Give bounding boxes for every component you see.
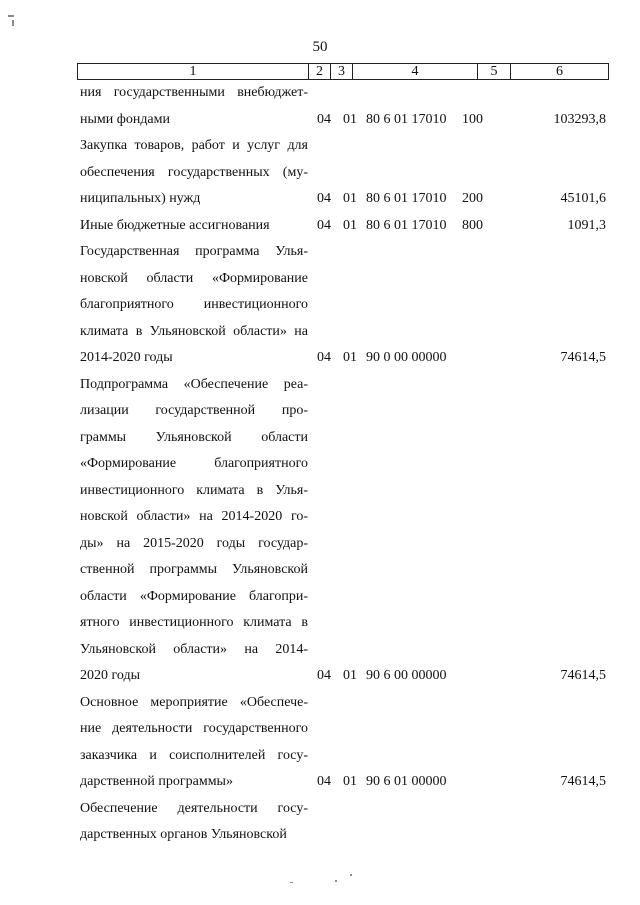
column-header-3: 3 bbox=[331, 64, 353, 80]
table-row bbox=[0, 213, 640, 240]
page-number: 50 bbox=[312, 39, 328, 55]
row-description-line: Подпрограмма «Обеспечение реа- bbox=[80, 376, 308, 392]
row-description-line: 2020 годы bbox=[80, 668, 141, 683]
row-description-line: обеспечения государственных (му- bbox=[80, 164, 308, 180]
amount: 74614,5 bbox=[560, 668, 606, 683]
row-description-line: граммы Ульяновской области bbox=[80, 429, 308, 445]
scan-mark bbox=[12, 20, 14, 26]
row-description-line: инвестиционного климата в Улья- bbox=[80, 482, 308, 498]
row-description bbox=[80, 372, 308, 690]
row-description bbox=[80, 80, 308, 133]
target-article-code: 90 6 00 00000 bbox=[366, 668, 447, 683]
row-description-line: ние деятельности государственного bbox=[80, 721, 308, 736]
subsection-code: 01 bbox=[343, 191, 357, 206]
amount: 103293,8 bbox=[553, 111, 606, 127]
column-header-6: 6 bbox=[511, 64, 609, 80]
row-description-line: заказчика и соисполнителей госу- bbox=[80, 747, 308, 763]
row-description-line: Государственная программа Улья- bbox=[80, 244, 308, 259]
row-description-line: Обеспечение деятельности госу- bbox=[80, 800, 308, 816]
section-code: 04 bbox=[317, 668, 331, 683]
column-header-2: 2 bbox=[309, 64, 331, 80]
expense-type-code: 800 bbox=[462, 217, 483, 233]
row-description-line: 2014-2020 годы bbox=[80, 350, 173, 365]
section-code: 04 bbox=[317, 350, 331, 365]
column-header-4: 4 bbox=[353, 64, 478, 80]
scan-mark bbox=[350, 874, 352, 876]
row-description-line: Основное мероприятие «Обеспече- bbox=[80, 694, 308, 710]
column-header-row bbox=[78, 64, 609, 80]
row-description-line: ственной программы Ульяновской bbox=[80, 562, 308, 577]
scan-mark bbox=[8, 15, 14, 17]
amount: 74614,5 bbox=[560, 774, 606, 789]
row-description-line: ния государственными внебюджет- bbox=[80, 85, 308, 100]
row-description-line: ды» на 2015-2020 годы государ- bbox=[80, 535, 308, 551]
expense-type-code: 100 bbox=[462, 111, 483, 127]
scan-mark bbox=[290, 882, 293, 883]
table-row bbox=[0, 372, 640, 690]
table-row bbox=[0, 690, 640, 796]
row-description bbox=[80, 690, 308, 796]
row-description-line: области «Формирование благопри- bbox=[80, 588, 308, 604]
row-description-line: лизации государственной про- bbox=[80, 403, 308, 418]
row-description bbox=[80, 213, 308, 240]
section-code: 04 bbox=[317, 191, 331, 206]
column-header-table bbox=[77, 63, 609, 80]
table-row bbox=[0, 80, 640, 133]
target-article-code: 80 6 01 17010 bbox=[366, 191, 447, 206]
section-code: 04 bbox=[317, 217, 331, 233]
column-header-5: 5 bbox=[478, 64, 511, 80]
row-description bbox=[80, 796, 308, 849]
row-description-line: новской области» на 2014-2020 го- bbox=[80, 509, 308, 524]
row-description bbox=[80, 239, 308, 372]
row-description-line: Ульяновской области» на 2014- bbox=[80, 641, 308, 657]
row-description-line: «Формирование благоприятного bbox=[80, 456, 308, 471]
row-description-line: ниципальных) нужд bbox=[80, 191, 201, 206]
row-description bbox=[80, 133, 308, 213]
row-description-line: благоприятного инвестиционного bbox=[80, 297, 308, 312]
subsection-code: 01 bbox=[343, 774, 357, 789]
amount: 74614,5 bbox=[560, 350, 606, 365]
row-description-line: новской области «Формирование bbox=[80, 270, 308, 286]
table-row bbox=[0, 239, 640, 372]
section-code: 04 bbox=[317, 111, 331, 127]
target-article-code: 80 6 01 17010 bbox=[366, 217, 447, 233]
scan-mark bbox=[335, 880, 337, 882]
subsection-code: 01 bbox=[343, 668, 357, 683]
row-description-line: ными фондами bbox=[80, 111, 171, 127]
row-description-line: климата в Ульяновской области» на bbox=[80, 323, 308, 339]
subsection-code: 01 bbox=[343, 217, 357, 233]
row-description-line: дарственных органов Ульяновской bbox=[80, 827, 287, 842]
column-header-1: 1 bbox=[78, 64, 309, 80]
target-article-code: 90 0 00 00000 bbox=[366, 350, 447, 365]
row-description-line: ятного инвестиционного климата в bbox=[80, 615, 308, 630]
amount: 1091,3 bbox=[567, 217, 606, 233]
row-description-line: Закупка товаров, работ и услуг для bbox=[80, 138, 308, 153]
table-row bbox=[0, 133, 640, 213]
row-description-line: дарственной программы» bbox=[80, 774, 233, 789]
subsection-code: 01 bbox=[343, 111, 357, 127]
section-code: 04 bbox=[317, 774, 331, 789]
target-article-code: 80 6 01 17010 bbox=[366, 111, 447, 127]
expense-type-code: 200 bbox=[462, 191, 483, 206]
row-description-line: Иные бюджетные ассигнования bbox=[80, 217, 270, 233]
target-article-code: 90 6 01 00000 bbox=[366, 774, 447, 789]
table-row bbox=[0, 796, 640, 849]
subsection-code: 01 bbox=[343, 350, 357, 365]
amount: 45101,6 bbox=[560, 191, 606, 206]
